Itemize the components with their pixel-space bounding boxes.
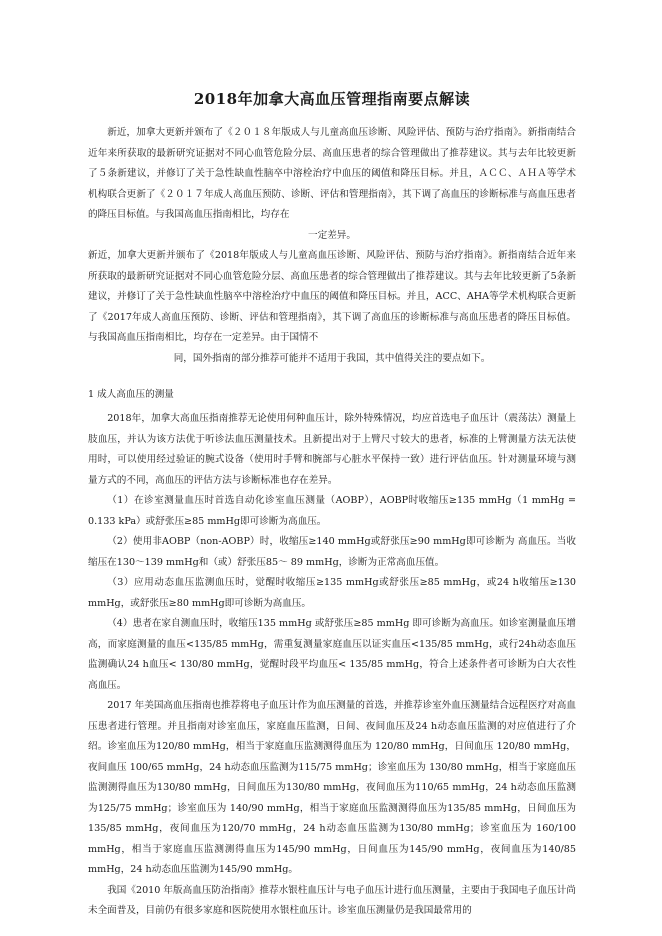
abstract-last: 同，国外指南的部分推荐可能并不适用于我国，其中值得关注的要点如下。 [173,352,491,364]
document-title: 2018年加拿大高血压管理指南要点解读 [193,90,471,108]
paragraph-6: 2017 年美国高血压指南也推荐将电子血压计作为血压测量的首选，并推荐诊室外血压测量结合远程医疗对高血压患者进行管理。并且指南对诊室血压，家庭血压监测，日间、夜间血压及24 h动态血压监测的对应值进行了介绍。诊室血压为120/80 mmHg，相当于家庭血压监测测得血压为 120/80 mmHg，日间血压 120/80 mmHg，夜间血压 100/65 mmHg，24 h动态血压监测为115/75 mmHg；诊室血压为 130/80 mmHg，相当于家庭血压监测测得血压为130/80 mmHg，日间血压为130/80 mmHg，夜间血压为110/65 mmHg，24 h动态血压监测为125/75 mmHg；诊室血压为 140/90 mmHg，相当于家庭血压监测测得血压为135/85 mmHg，日间血压为135/85 mmHg，夜间血压为120/70 mmHg，24 h动态血压监测为130/80 mmHg；诊室血压为 160/100 mmHg，相当于家庭血压监测测得血压为145/90 mmHg，日间血压为145/90 mmHg，夜间血压为140/85 mmHg，24 h动态血压监测为145/90 mmHg。 [88,700,576,875]
paragraph-3: （2）使用非AOBP（non-AOBP）时，收缩压≥140 mmHg或舒张压≥90 mmHg即可诊断为 高血压。当收缩压在130～139 mmHg和（或）舒张压85～ 89 mmHg，诊断为正常高血压值。 [88,536,576,568]
paragraph-4: （3）应用动态血压监测血压时，觉醒时收缩压≥135 mmHg或舒张压≥85 mmHg，或24 h收缩压≥130 mmHg，或舒张压≥80 mmHg即可诊断为高血压。 [88,577,576,609]
paragraph-2: （1）在诊室测量血压时首选自动化诊室血压测量（AOBP），AOBP时收缩压≥135 mmHg（1 mmHg = 0.133 kPa）或舒张压≥85 mmHg即可诊断为高血压。 [88,495,576,527]
paragraph-5: （4）患者在家自测血压时，收缩压135 mmHg 或舒张压≥85 mmHg 即可诊断为高血压。如诊室测量血压增高，而家庭测量的血压<135/85 mmHg，需重复测量家庭血压以证实血压<135/85 mmHg，或行24h动态血压监测确认24 h血压< 130/80 mmHg，觉醒时段平均血压< 135/85 mmHg，符合上述条件者可诊断为白大衣性高血压。 [88,618,576,691]
document-page [88,88,576,922]
paragraph-7: 我国《2010 年版高血压防治指南》推荐水银柱血压计与电子血压计进行血压测量，主要由于我国电子血压计尚未全面普及，目前仍有很多家庭和医院使用水银柱血压计。诊室血压测量仍是我国最常用的 [88,884,576,916]
abstract-spaced-last: 一定差异。 [308,229,356,241]
abstract: 新近，加拿大更新并颁布了《2018年版成人与儿童高血压诊断、风险评估、预防与治疗指南》。新指南结合近年来所获取的最新研究证据对不同心血管危险分层、高血压患者的综合管理做出了推荐建议。其与去年比较更新了5条新建议，并修订了关于急性缺血性脑卒中溶栓治疗中血压的阈值和降压目标。并且，ACC、AHA等学术机构联合更新了《2017年成人高血压预防、诊断、评估和管理指南》，其下调了高血压的诊断标准与高血压患者的降压目标值。与我国高血压指南相比，均存在一定差异。由于国情不 [88,250,576,343]
paragraph-1: 2018年，加拿大高血压指南推荐无论使用何种血压计，除外特殊情况，均应首选电子血压计（震荡法）测量上肢血压，并认为该方法优于听诊法血压测量技术。且新提出对于上臂尺寸较大的患者，标准的上臂测量方法无法使用时，可以使用经过验证的腕式设备（使用时手臂和腕部与心脏水平保持一致）进行评估血压。针对测量环境与测量方式的不同，高血压的评估方法与诊断标准也存在差异。 [88,413,576,486]
section-heading-1: 1 成人高血压的测量 [88,389,174,400]
abstract-spaced: 新近，加拿大更新并颁布了《２０１８年版成人与儿童高血压诊断、风险评估、预防与治疗指南》。新指南结合近年来所获取的最新研究证据对不同心血管危险分层、高血压患者的综合管理做出了推荐建议。其与去年比较更新了５条新建议，并修订了关于急性缺血性脑卒中溶栓治疗中血压的阈值和降压目标。并且，ＡＣＣ、ＡＨＡ等学术机构联合更新了《２０１７年成人高血压预防、诊断、评估和管理指南》，其下调了高血压的诊断标准与高血压患者的降压目标值。与我国高血压指南相比，均存在 [88,127,576,220]
